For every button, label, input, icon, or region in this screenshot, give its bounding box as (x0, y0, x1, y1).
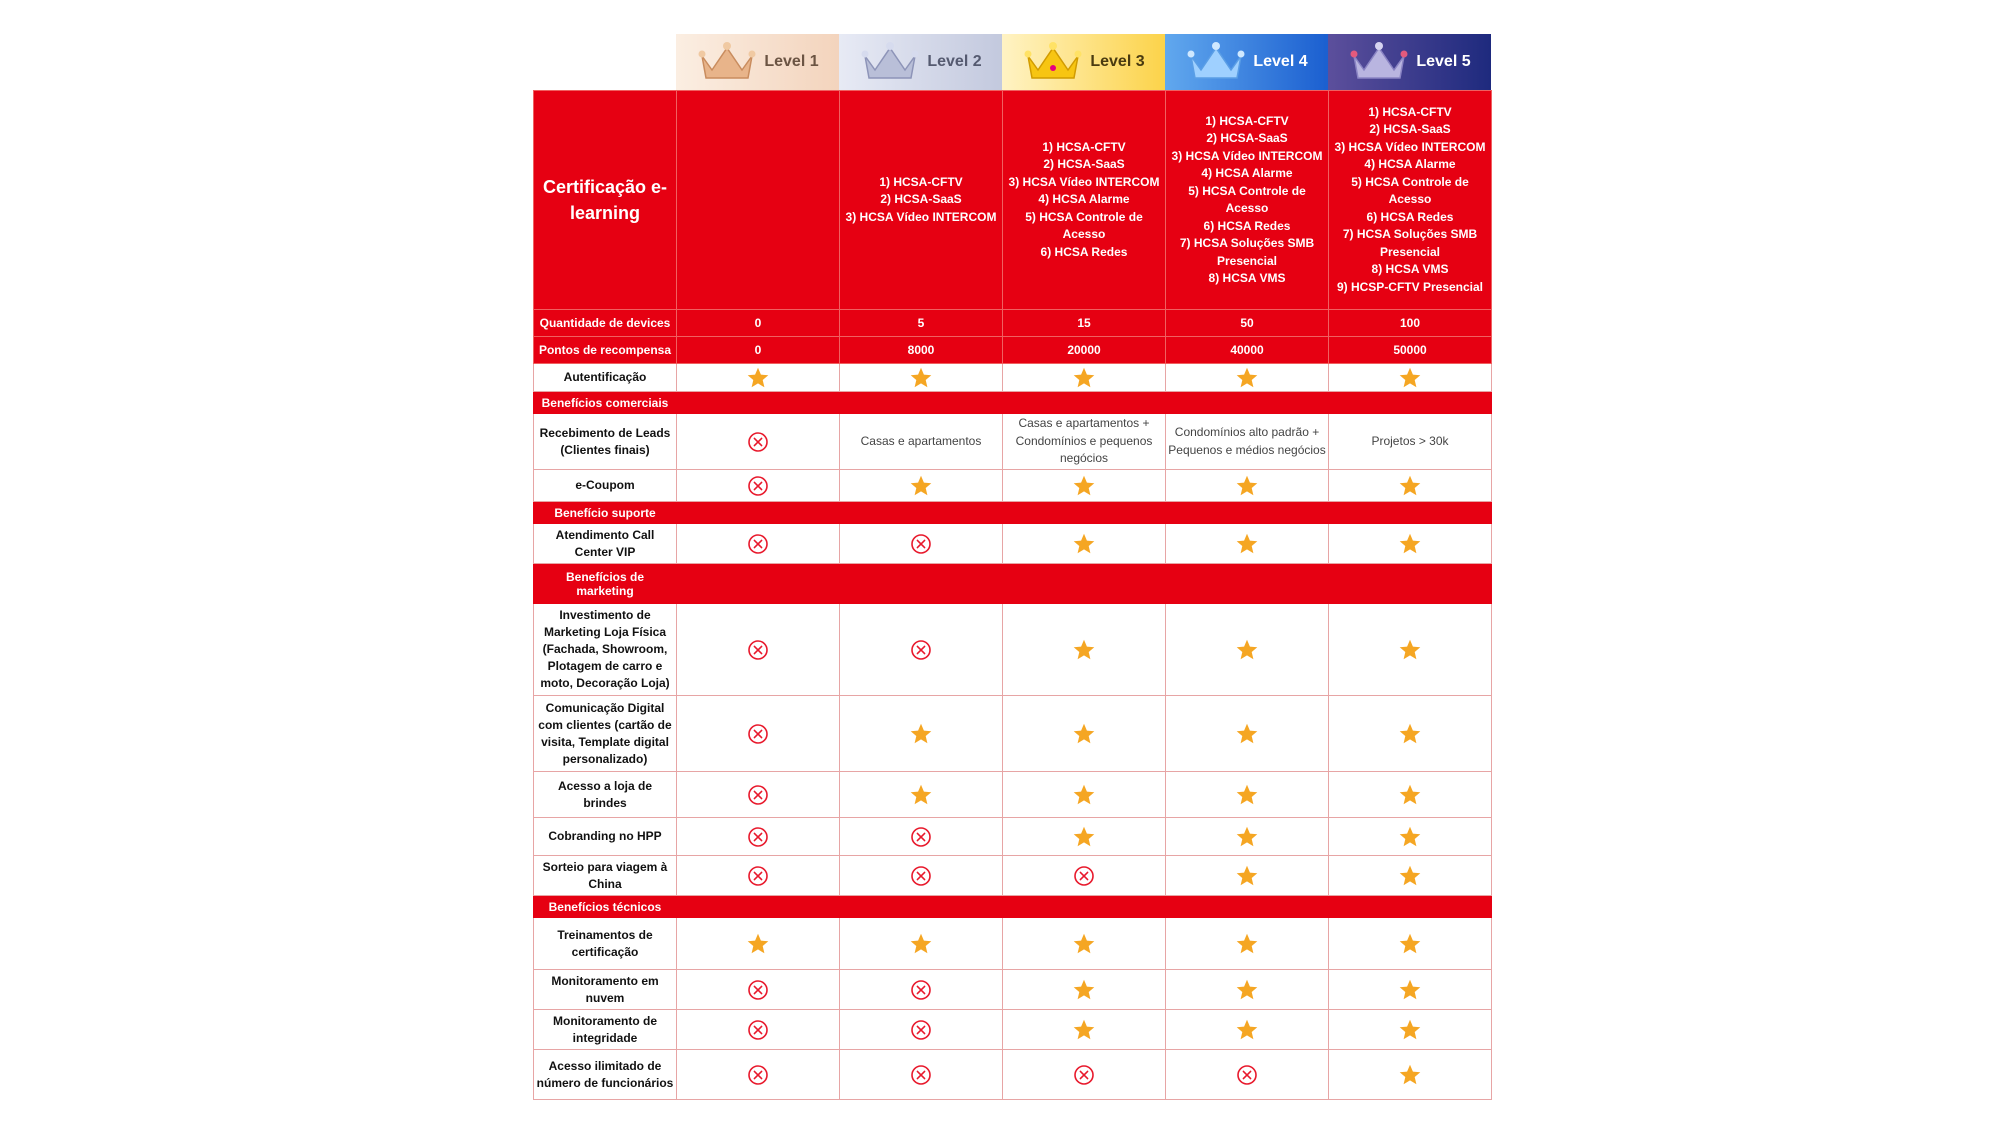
star-icon (1072, 932, 1096, 956)
devices-value: 100 (1329, 310, 1492, 337)
not-included-cell (840, 604, 1003, 696)
x-circle-icon (747, 979, 769, 1001)
star-icon (1235, 1018, 1259, 1042)
included-cell (1329, 970, 1492, 1010)
section-header (534, 392, 1492, 414)
star-icon (1398, 864, 1422, 888)
x-circle-icon (910, 1019, 932, 1041)
benefit-label: Comunicação Digital com clientes (cartão de visita, Template digital personalizado) (534, 696, 677, 772)
devices-value: 0 (677, 310, 840, 337)
level-5-header (1328, 34, 1491, 90)
benefit-label: Cobranding no HPP (534, 818, 677, 856)
benefit-label: Autentificação (534, 364, 677, 392)
benefit-row (534, 918, 1492, 970)
level-2-header (839, 34, 1002, 90)
level-label: Level 4 (1253, 53, 1308, 70)
star-icon (1235, 366, 1259, 390)
star-icon (1072, 978, 1096, 1002)
included-cell (840, 470, 1003, 502)
not-included-cell (840, 970, 1003, 1010)
included-cell (1003, 604, 1166, 696)
included-cell (1329, 818, 1492, 856)
points-value: 8000 (840, 337, 1003, 364)
benefit-row (534, 414, 1492, 470)
benefit-row (534, 470, 1492, 502)
benefits-table-container (533, 34, 1491, 1100)
benefit-label: Treinamentos de certificação (534, 918, 677, 970)
benefit-label: Atendimento Call Center VIP (534, 524, 677, 564)
star-icon (1072, 532, 1096, 556)
star-icon (1072, 638, 1096, 662)
benefit-label: Monitoramento de integridade (534, 1010, 677, 1050)
not-included-cell (677, 818, 840, 856)
x-circle-icon (747, 533, 769, 555)
benefit-row (534, 970, 1492, 1010)
x-circle-icon (910, 865, 932, 887)
benefit-label: Investimento de Marketing Loja Física (Fachada, Showroom, Plotagem de carro e moto, Decoração Loja) (534, 604, 677, 696)
devices-value: 50 (1166, 310, 1329, 337)
points-value: 20000 (1003, 337, 1166, 364)
certification-cell (677, 91, 840, 310)
included-cell (1166, 604, 1329, 696)
section-label: Benefícios de marketing (534, 564, 677, 604)
level-label: Level 2 (927, 53, 982, 70)
included-cell (1329, 470, 1492, 502)
included-cell (1003, 970, 1166, 1010)
level-3-header (1002, 34, 1165, 90)
x-circle-icon (747, 431, 769, 453)
crown-icon (1022, 40, 1084, 84)
benefit-row (534, 856, 1492, 896)
points-row (534, 337, 1492, 364)
benefit-label: Acesso ilimitado de número de funcionários (534, 1050, 677, 1100)
star-icon (746, 366, 770, 390)
devices-value: 5 (840, 310, 1003, 337)
benefit-row (534, 524, 1492, 564)
certification-cell: 1) HCSA-CFTV 2) HCSA-SaaS 3) HCSA Vídeo INTERCOM 4) HCSA Alarme 5) HCSA Controle de Acesso 6) HCSA Redes 7) HCSA Soluções SMB Presencial 8) HCSA VMS (1166, 91, 1329, 310)
not-included-cell (840, 856, 1003, 896)
benefit-text-cell: Projetos > 30k (1329, 414, 1492, 470)
included-cell (1329, 1010, 1492, 1050)
points-value: 50000 (1329, 337, 1492, 364)
included-cell (1166, 696, 1329, 772)
crown-icon (1185, 40, 1247, 84)
crown-icon (1348, 40, 1410, 84)
star-icon (1398, 638, 1422, 662)
included-cell (1166, 856, 1329, 896)
section-header (534, 502, 1492, 524)
not-included-cell (677, 604, 840, 696)
included-cell (1003, 470, 1166, 502)
included-cell (1166, 918, 1329, 970)
certification-row (534, 91, 1492, 310)
included-cell (1329, 696, 1492, 772)
x-circle-icon (747, 639, 769, 661)
benefit-row (534, 364, 1492, 392)
x-circle-icon (910, 1064, 932, 1086)
benefit-text-cell: Casas e apartamentos (840, 414, 1003, 470)
star-icon (1072, 783, 1096, 807)
section-label: Benefícios comerciais (534, 392, 677, 414)
included-cell (1329, 1050, 1492, 1100)
star-icon (1398, 1018, 1422, 1042)
benefits-table (533, 90, 1492, 1100)
x-circle-icon (910, 639, 932, 661)
not-included-cell (677, 856, 840, 896)
x-circle-icon (747, 1064, 769, 1086)
devices-value: 15 (1003, 310, 1166, 337)
star-icon (1235, 783, 1259, 807)
x-circle-icon (910, 533, 932, 555)
devices-row (534, 310, 1492, 337)
benefit-label: Sorteio para viagem à China (534, 856, 677, 896)
included-cell (1166, 818, 1329, 856)
star-icon (1072, 825, 1096, 849)
star-icon (1235, 474, 1259, 498)
x-circle-icon (1073, 865, 1095, 887)
level-4-header (1165, 34, 1328, 90)
x-circle-icon (910, 979, 932, 1001)
included-cell (1329, 772, 1492, 818)
star-icon (1235, 825, 1259, 849)
star-icon (1398, 1063, 1422, 1087)
star-icon (909, 722, 933, 746)
benefit-row (534, 696, 1492, 772)
included-cell (1329, 364, 1492, 392)
certification-cell: 1) HCSA-CFTV 2) HCSA-SaaS 3) HCSA Vídeo INTERCOM 4) HCSA Alarme 5) HCSA Controle de Acesso 6) HCSA Redes (1003, 91, 1166, 310)
devices-label: Quantidade de devices (534, 310, 677, 337)
star-icon (1072, 722, 1096, 746)
certification-cell: 1) HCSA-CFTV 2) HCSA-SaaS 3) HCSA Vídeo INTERCOM 4) HCSA Alarme 5) HCSA Controle de Acesso 6) HCSA Redes 7) HCSA Soluções SMB Presencial 8) HCSA VMS 9) HCSP-CFTV Presencial (1329, 91, 1492, 310)
star-icon (1398, 366, 1422, 390)
star-icon (909, 783, 933, 807)
not-included-cell (1166, 1050, 1329, 1100)
x-circle-icon (747, 475, 769, 497)
certification-cell: 1) HCSA-CFTV 2) HCSA-SaaS 3) HCSA Vídeo INTERCOM (840, 91, 1003, 310)
not-included-cell (840, 524, 1003, 564)
included-cell (1329, 918, 1492, 970)
included-cell (840, 696, 1003, 772)
benefit-label: Recebimento de Leads (Clientes finais) (534, 414, 677, 470)
benefit-text-cell: Condomínios alto padrão + Pequenos e médios negócios (1166, 414, 1329, 470)
level-label: Level 1 (764, 53, 819, 70)
included-cell (1003, 1010, 1166, 1050)
not-included-cell (677, 970, 840, 1010)
benefit-row (534, 604, 1492, 696)
not-included-cell (1003, 1050, 1166, 1100)
certification-label: Certificação e-learning (534, 91, 677, 310)
included-cell (677, 364, 840, 392)
crown-icon (859, 40, 921, 84)
points-value: 0 (677, 337, 840, 364)
included-cell (1003, 364, 1166, 392)
x-circle-icon (747, 1019, 769, 1041)
not-included-cell (677, 772, 840, 818)
x-circle-icon (747, 826, 769, 848)
star-icon (1398, 978, 1422, 1002)
star-icon (1398, 474, 1422, 498)
included-cell (840, 918, 1003, 970)
not-included-cell (677, 524, 840, 564)
not-included-cell (677, 696, 840, 772)
not-included-cell (1003, 856, 1166, 896)
star-icon (1235, 864, 1259, 888)
included-cell (1003, 918, 1166, 970)
star-icon (1398, 722, 1422, 746)
not-included-cell (677, 1050, 840, 1100)
included-cell (1166, 1010, 1329, 1050)
section-header (534, 896, 1492, 918)
included-cell (1003, 772, 1166, 818)
included-cell (1166, 524, 1329, 564)
star-icon (1235, 722, 1259, 746)
star-icon (1235, 638, 1259, 662)
section-label: Benefício suporte (534, 502, 677, 524)
included-cell (1329, 856, 1492, 896)
included-cell (840, 772, 1003, 818)
level-1-header (676, 34, 839, 90)
star-icon (1398, 783, 1422, 807)
star-icon (1398, 532, 1422, 556)
included-cell (1003, 696, 1166, 772)
section-header (534, 564, 1492, 604)
star-icon (746, 932, 770, 956)
included-cell (1166, 470, 1329, 502)
crown-icon (696, 40, 758, 84)
star-icon (1235, 978, 1259, 1002)
points-label: Pontos de recompensa (534, 337, 677, 364)
star-icon (909, 932, 933, 956)
not-included-cell (840, 818, 1003, 856)
benefit-row (534, 1050, 1492, 1100)
benefit-label: Monitoramento em nuvem (534, 970, 677, 1010)
benefit-label: e-Coupom (534, 470, 677, 502)
x-circle-icon (1236, 1064, 1258, 1086)
included-cell (1003, 524, 1166, 564)
star-icon (1235, 532, 1259, 556)
star-icon (1072, 474, 1096, 498)
included-cell (1166, 364, 1329, 392)
included-cell (1329, 604, 1492, 696)
not-included-cell (840, 1010, 1003, 1050)
included-cell (1329, 524, 1492, 564)
star-icon (1072, 366, 1096, 390)
included-cell (1166, 772, 1329, 818)
included-cell (1166, 970, 1329, 1010)
points-value: 40000 (1166, 337, 1329, 364)
x-circle-icon (747, 784, 769, 806)
star-icon (1398, 932, 1422, 956)
star-icon (1072, 1018, 1096, 1042)
x-circle-icon (910, 826, 932, 848)
included-cell (677, 918, 840, 970)
level-header (533, 34, 1491, 90)
included-cell (1003, 818, 1166, 856)
benefit-label: Acesso a loja de brindes (534, 772, 677, 818)
section-label: Benefícios técnicos (534, 896, 677, 918)
level-label: Level 5 (1416, 53, 1471, 70)
star-icon (1235, 932, 1259, 956)
not-included-cell (840, 1050, 1003, 1100)
star-icon (1398, 825, 1422, 849)
not-included-cell (677, 1010, 840, 1050)
level-label: Level 3 (1090, 53, 1145, 70)
benefit-row (534, 1010, 1492, 1050)
not-included-cell (677, 414, 840, 470)
benefit-text-cell: Casas e apartamentos + Condomínios e pequenos negócios (1003, 414, 1166, 470)
not-included-cell (677, 470, 840, 502)
x-circle-icon (747, 723, 769, 745)
included-cell (840, 364, 1003, 392)
star-icon (909, 366, 933, 390)
x-circle-icon (747, 865, 769, 887)
x-circle-icon (1073, 1064, 1095, 1086)
benefit-row (534, 772, 1492, 818)
star-icon (909, 474, 933, 498)
benefit-row (534, 818, 1492, 856)
